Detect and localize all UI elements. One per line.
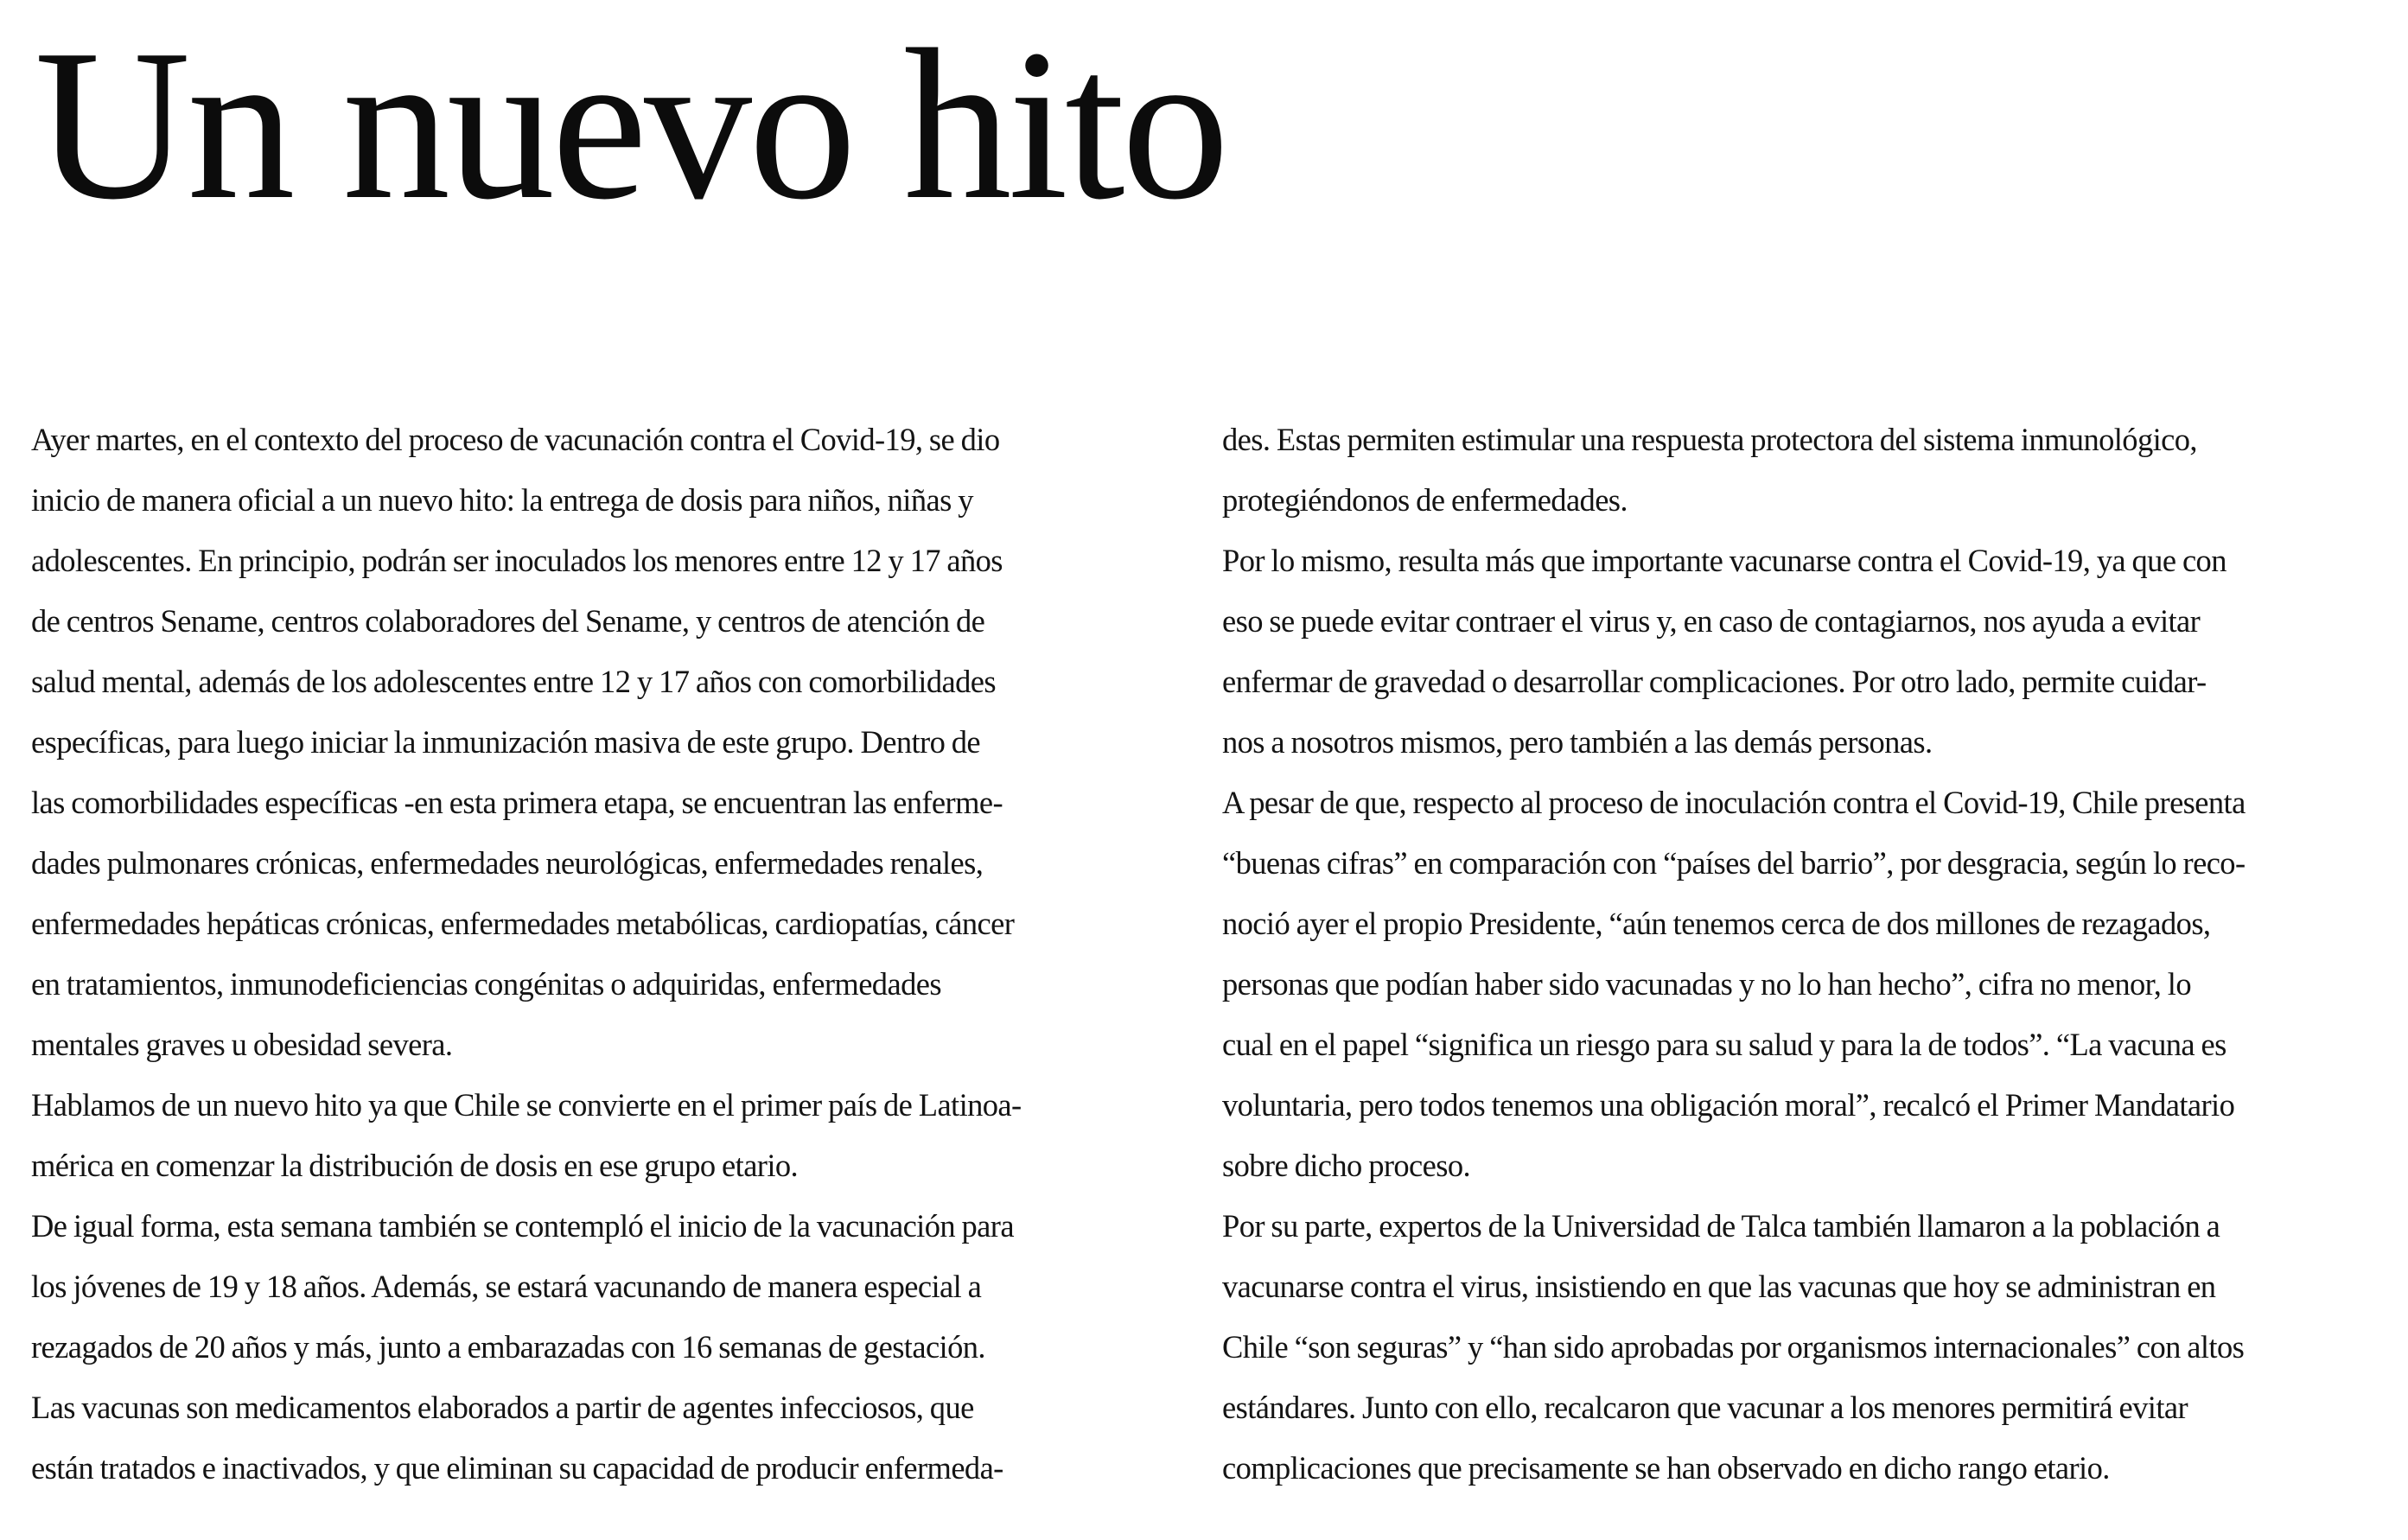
body-line: Chile “son seguras” y “han sido aprobadas por organismos internacionales” con altos: [1222, 1329, 2245, 1365]
body-line: voluntaria, pero todos tenemos una obligación moral”, recalcó el Primer Mandatario: [1222, 1087, 2235, 1123]
body-line: De igual forma, esta semana también se contempló el inicio de la vacunación para: [31, 1208, 1014, 1244]
body-line: eso se puede evitar contraer el virus y, en caso de contagiarnos, nos ayuda a evitar: [1222, 603, 2201, 639]
body-line: mérica en comenzar la distribución de dosis en ese grupo etario.: [31, 1148, 799, 1183]
body-line: Las vacunas son medicamentos elaborados a partir de agentes infecciosos, que: [31, 1390, 974, 1425]
body-line: A pesar de que, respecto al proceso de inoculación contra el Covid-19, Chile presenta: [1222, 785, 2246, 820]
body-line: vacunarse contra el virus, insistiendo en que las vacunas que hoy se administran en: [1222, 1269, 2216, 1304]
body-line: adolescentes. En principio, podrán ser inoculados los menores entre 12 y 17 años: [31, 543, 1003, 578]
body-line: están tratados e inactivados, y que eliminan su capacidad de producir enfermeda-: [31, 1450, 1003, 1486]
body-line: “buenas cifras” en comparación con “países del barrio”, por desgracia, según lo reco-: [1222, 845, 2246, 881]
body-line: noció ayer el propio Presidente, “aún tenemos cerca de dos millones de rezagados,: [1222, 906, 2211, 941]
body-line: dades pulmonares crónicas, enfermedades neurológicas, enfermedades renales,: [31, 845, 984, 881]
body-line: protegiéndonos de enfermedades.: [1222, 482, 1628, 518]
body-line: los jóvenes de 19 y 18 años. Además, se estará vacunando de manera especial a: [31, 1269, 982, 1304]
left-column: [31, 410, 1155, 1499]
headline: Un nuevo hito: [35, 5, 1226, 245]
body-line: complicaciones que precisamente se han observado en dicho rango etario.: [1222, 1450, 2110, 1486]
body-line: rezagados de 20 años y más, junto a embarazadas con 16 semanas de gestación.: [31, 1329, 985, 1365]
body-line: Hablamos de un nuevo hito ya que Chile se convierte en el primer país de Latinoa-: [31, 1087, 1022, 1123]
body-line: estándares. Junto con ello, recalcaron que vacunar a los menores permitirá evitar: [1222, 1390, 2188, 1425]
body-line: Por su parte, expertos de la Universidad de Talca también llamaron a la población a: [1222, 1208, 2220, 1244]
body-line: las comorbilidades específicas -en esta primera etapa, se encuentran las enferme-: [31, 785, 1003, 820]
body-line: personas que podían haber sido vacunadas y no lo han hecho”, cifra no menor, lo: [1222, 966, 2191, 1002]
body-line: Por lo mismo, resulta más que importante vacunarse contra el Covid-19, ya que con: [1222, 543, 2226, 578]
body-line: des. Estas permiten estimular una respuesta protectora del sistema inmunológico,: [1222, 422, 2197, 457]
body-line: salud mental, además de los adolescentes entre 12 y 17 años con comorbilidades: [31, 664, 996, 699]
body-line: en tratamientos, inmunodeficiencias congénitas o adquiridas, enfermedades: [31, 966, 941, 1002]
right-column: [1222, 410, 2346, 1499]
body-line: enfermar de gravedad o desarrollar complicaciones. Por otro lado, permite cuidar-: [1222, 664, 2207, 699]
body-line: nos a nosotros mismos, pero también a las demás personas.: [1222, 724, 1933, 760]
body-line: de centros Sename, centros colaboradores del Sename, y centros de atención de: [31, 603, 985, 639]
body-line: Ayer martes, en el contexto del proceso de vacunación contra el Covid-19, se dio: [31, 422, 1000, 457]
body-line: inicio de manera oficial a un nuevo hito: la entrega de dosis para niños, niñas y: [31, 482, 973, 518]
body-line: específicas, para luego iniciar la inmunización masiva de este grupo. Dentro de: [31, 724, 980, 760]
body-line: cual en el papel “significa un riesgo para su salud y para la de todos”. “La vacuna es: [1222, 1027, 2226, 1062]
body-line: enfermedades hepáticas crónicas, enfermedades metabólicas, cardiopatías, cáncer: [31, 906, 1015, 941]
body-line: mentales graves u obesidad severa.: [31, 1027, 453, 1062]
body-line: sobre dicho proceso.: [1222, 1148, 1471, 1183]
